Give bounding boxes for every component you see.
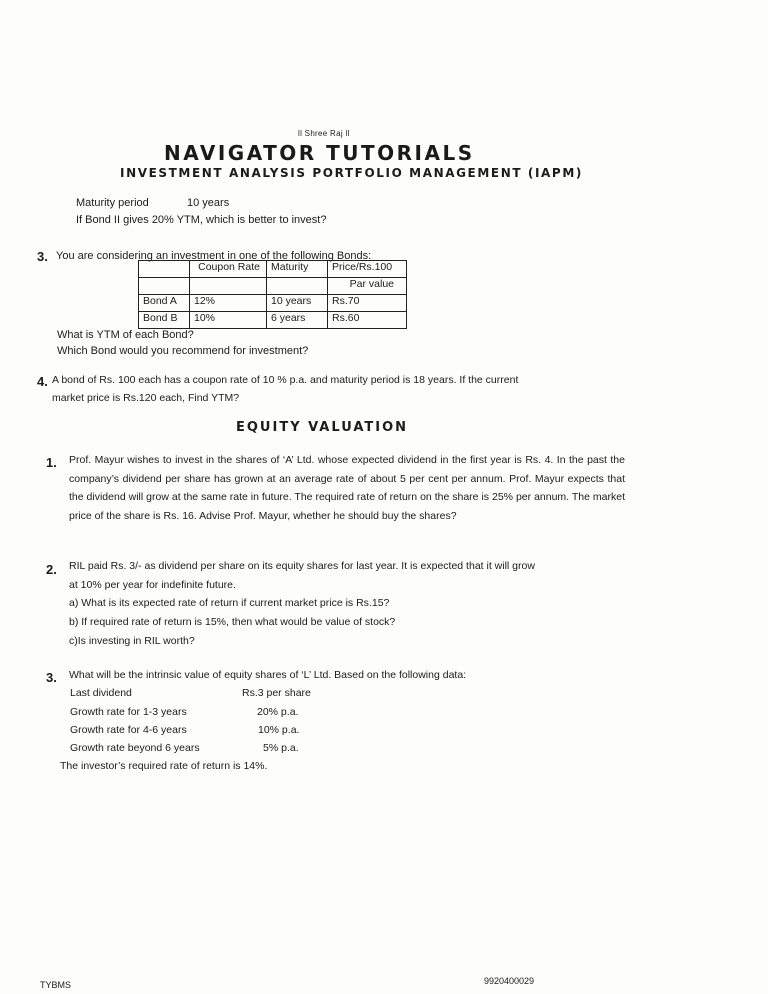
eq-q2-line-2: at 10% per year for indefinite future.	[69, 579, 236, 591]
eq-q1-text: Prof. Mayur wishes to invest in the shares of ‘A’ Ltd. whose expected dividend in the first year is Rs. 4. In the past the company’s dividend per share has grown at an average rate of about 5 per cent per annum. Prof. Mayur expects that the dividend will grow at the same rate in future. The required rate of return on the share is 25% per annum. The market price of the share is Rs. 16. Advise Prof. Mayur, whether he should buy the shares?	[69, 454, 625, 522]
table-header-cell: Maturity	[267, 261, 328, 278]
footer-course: TYBMS	[40, 980, 72, 990]
table-cell: Rs.60	[328, 312, 407, 329]
brand-title: NAVIGATOR TUTORIALS	[164, 141, 475, 165]
q3-bonds-text: You are considering an investment in one of the following Bonds:	[56, 250, 372, 262]
eq-q3-row-label: Growth rate beyond 6 years	[70, 742, 200, 754]
eq-q3-closing: The investor’s required rate of return is 14%.	[60, 760, 268, 772]
table-header-cell: Coupon Rate	[190, 261, 267, 278]
eq-q3-text: What will be the intrinsic value of equity shares of ‘L’ Ltd. Based on the following data:	[69, 669, 467, 681]
q3-ask-ytm: What is YTM of each Bond?	[57, 329, 194, 341]
maturity-label: Maturity period	[76, 197, 149, 209]
table-cell: Bond A	[139, 295, 190, 312]
table-corner-cell	[139, 261, 190, 278]
eq-q2-line-1: RIL paid Rs. 3/- as dividend per share on its equity shares for last year. It is expected that it will grow	[69, 560, 535, 572]
table-cell: Rs.70	[328, 295, 407, 312]
eq-q2-part-c: c)Is investing in RIL worth?	[69, 635, 195, 647]
table-row	[139, 312, 407, 329]
eq-q3-row-label: Last dividend	[70, 687, 132, 699]
table-header-extra-row	[139, 278, 407, 295]
table-cell: Bond B	[139, 312, 190, 329]
table-empty-cell	[139, 278, 190, 295]
table-row	[139, 295, 407, 312]
eq-q2-part-a: a) What is its expected rate of return if current market price is Rs.15?	[69, 597, 390, 609]
table-header-row	[139, 261, 407, 278]
course-subtitle: INVESTMENT ANALYSIS PORTFOLIO MANAGEMENT (IAPM)	[120, 166, 583, 180]
equity-section-title: EQUITY VALUATION	[236, 420, 409, 435]
intro-question: If Bond II gives 20% YTM, which is better to invest?	[76, 214, 327, 226]
eq-q3-row-value: 10% p.a.	[258, 724, 300, 736]
eq-q3-row-label: Growth rate for 1-3 years	[70, 706, 187, 718]
eq-q2-part-b: b) If required rate of return is 15%, then what would be value of stock?	[69, 616, 396, 628]
q4-number: 4.	[37, 374, 48, 389]
q3-ask-recommend: Which Bond would you recommend for investment?	[57, 345, 309, 357]
table-cell: 6 years	[267, 312, 328, 329]
table-cell: 10%	[190, 312, 267, 329]
table-cell: 10 years	[267, 295, 328, 312]
table-header-cell: Price/Rs.100	[328, 261, 407, 278]
table-empty-cell	[190, 278, 267, 295]
eq-q3-row-value: Rs.3 per share	[242, 687, 311, 699]
table-empty-cell	[267, 278, 328, 295]
eq-q1-number: 1.	[46, 455, 57, 470]
eq-q3-row-label: Growth rate for 4-6 years	[70, 724, 187, 736]
table-header-extra-cell: Par value	[328, 278, 407, 295]
q4-line-1: A bond of Rs. 100 each has a coupon rate of 10 % p.a. and maturity period is 18 years. If the current	[52, 374, 519, 386]
q4-line-2: market price is Rs.120 each, Find YTM?	[52, 392, 240, 404]
eq-q3-row-value: 20% p.a.	[257, 706, 299, 718]
footer-phone: 9920400029	[484, 976, 535, 986]
maturity-value: 10 years	[187, 197, 230, 209]
eq-q3-number: 3.	[46, 670, 57, 685]
eq-q2-number: 2.	[46, 562, 57, 577]
bonds-table	[138, 260, 407, 329]
table-cell: 12%	[190, 295, 267, 312]
shree-line: ll Shree Raj ll	[298, 129, 350, 138]
eq-q3-row-value: 5% p.a.	[263, 742, 299, 754]
q3-bonds-number: 3.	[37, 249, 48, 264]
